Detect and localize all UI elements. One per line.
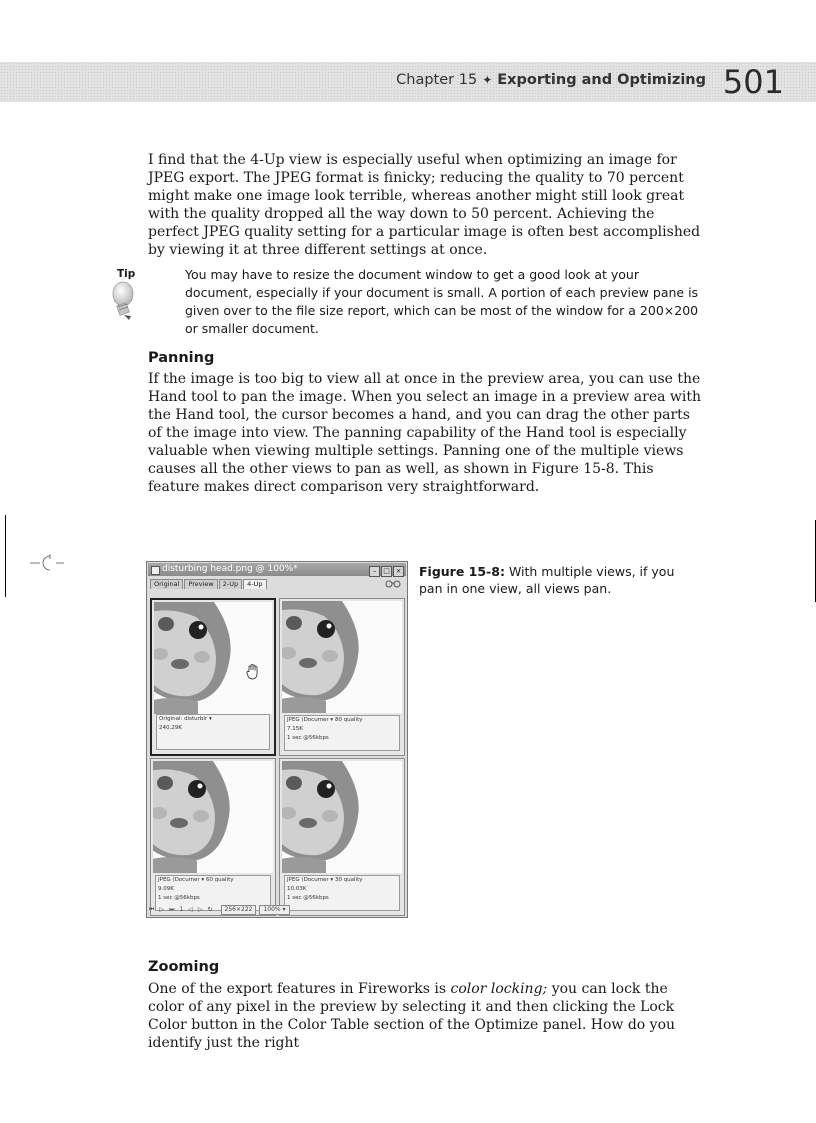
tab-original[interactable]: Original (150, 579, 183, 589)
preview-pane-original[interactable] (150, 598, 276, 756)
zooming-emphasis: color locking; (450, 981, 548, 997)
heading-panning: Panning (148, 350, 215, 366)
preview-image (153, 761, 273, 873)
preview-image (282, 601, 402, 713)
first-frame-icon[interactable]: ⏮ (149, 906, 155, 913)
chapter-title: Exporting and Optimizing (497, 72, 706, 88)
format-select[interactable]: JPEG (Documer ▾ 30 quality (287, 877, 363, 883)
loop-icon[interactable]: ↻ (207, 906, 213, 913)
heading-zooming: Zooming (148, 959, 220, 975)
doll-head-image (282, 761, 402, 873)
download-time: 1 sec @56kbps (287, 895, 329, 901)
file-size: 240.29K (159, 725, 182, 731)
frame-number: 1 (179, 906, 184, 913)
doll-head-image (154, 602, 272, 714)
view-tabs (150, 579, 268, 590)
window-controls (368, 565, 404, 578)
preview-pane-jpeg-80[interactable] (279, 598, 405, 756)
panning-paragraph: If the image is too big to view all at once in the preview area, you can use the Hand tool to pan the image. When you select an image in a preview area with the Hand tool, the cursor becomes a hand, and you can drag the other parts of the image into view. The panning capability of the Hand tool is especially valuable when viewing multiple settings. Panning one of the multiple views causes all the other views to pan as well, as shown in Figure 15-8. This feature makes direct comparison very straightforward. (148, 371, 702, 495)
page-number: 501 (722, 63, 784, 101)
play-icon[interactable]: ▷ (159, 906, 165, 913)
close-icon[interactable]: × (393, 566, 404, 577)
zooming-text-b: you can lock the color of any pixel in the preview by selecting it and then clicking the Lock Color button in the Color Table section of the Optimize panel. How do you identify just the right (148, 981, 676, 1051)
pane-info (284, 715, 400, 751)
format-select[interactable]: Original: disturbir ▾ (159, 716, 212, 722)
format-select[interactable]: JPEG (Documer ▾ 60 quality (158, 877, 234, 883)
preview-pane-jpeg-30[interactable] (279, 758, 405, 916)
doll-head-image (282, 601, 402, 713)
preview-image (154, 602, 272, 714)
tab-4up[interactable]: 4-Up (243, 579, 266, 589)
lightbulb-icon (111, 280, 137, 324)
intro-paragraph: I find that the 4-Up view is especially useful when optimizing an image for JPEG export. The JPEG format is finicky; reducing the quality to 70 percent might make one image look terrible, whereas another might still look great with the quality dropped all the way down to 50 percent. Achieving the perfect JPEG quality setting for a particular image is often best accomplished by viewing it at three different settings at once. (148, 152, 701, 258)
dimensions-readout: 256×222 (221, 905, 257, 915)
file-size: 9.09K (158, 886, 174, 892)
preview-image (282, 761, 402, 873)
download-time: 1 sec @56kbps (158, 895, 200, 901)
zooming-paragraph (148, 980, 708, 1052)
doll-head-image (153, 761, 273, 873)
last-frame-icon[interactable]: ⏭ (169, 906, 175, 913)
playback-statusbar (149, 904, 405, 915)
chapter-label: Chapter 15 (396, 72, 478, 88)
download-time: 1 sec @56kbps (287, 735, 329, 741)
file-size: 10.03K (287, 886, 307, 892)
prev-frame-icon[interactable]: ◁ (188, 906, 193, 913)
format-select[interactable]: JPEG (Documer ▾ 80 quality (287, 717, 363, 723)
registration-mark-icon (30, 553, 70, 573)
preview-pane-jpeg-60[interactable] (150, 758, 276, 916)
maximize-icon[interactable]: □ (381, 566, 392, 577)
next-frame-icon[interactable]: ▷ (197, 906, 203, 913)
fireworks-document-window (146, 561, 408, 918)
tip-label: Tip (117, 268, 136, 280)
pane-info (156, 714, 270, 750)
running-head (396, 72, 706, 88)
window-titlebar[interactable] (148, 563, 406, 576)
separator-glyph: ✦ (482, 73, 493, 87)
zooming-text-a: One of the export features in Fireworks is (148, 981, 451, 997)
binoculars-icon[interactable] (385, 578, 401, 588)
hand-cursor-icon (246, 664, 260, 680)
window-title: disturbing head.png @ 100%* (162, 564, 298, 574)
tip-text: You may have to resize the document window to get a good look at your document, especially if your document is small. A portion of each preview pane is given over to the file size report, which can be most of the window for a 200×200 or smaller document. (185, 267, 699, 336)
minimize-icon[interactable]: – (369, 566, 380, 577)
figure-caption (419, 563, 679, 597)
tab-2up[interactable]: 2-Up (219, 579, 242, 589)
document-icon (151, 566, 160, 575)
zoom-select[interactable]: 100% ▾ (259, 905, 289, 915)
figure-label: Figure 15-8: (419, 564, 505, 579)
figure-caption-text: With multiple views, if you pan in one view, all views pan. (419, 564, 675, 596)
crop-mark-left (5, 515, 6, 597)
tab-preview[interactable]: Preview (184, 579, 217, 589)
file-size: 7.15K (287, 726, 303, 732)
